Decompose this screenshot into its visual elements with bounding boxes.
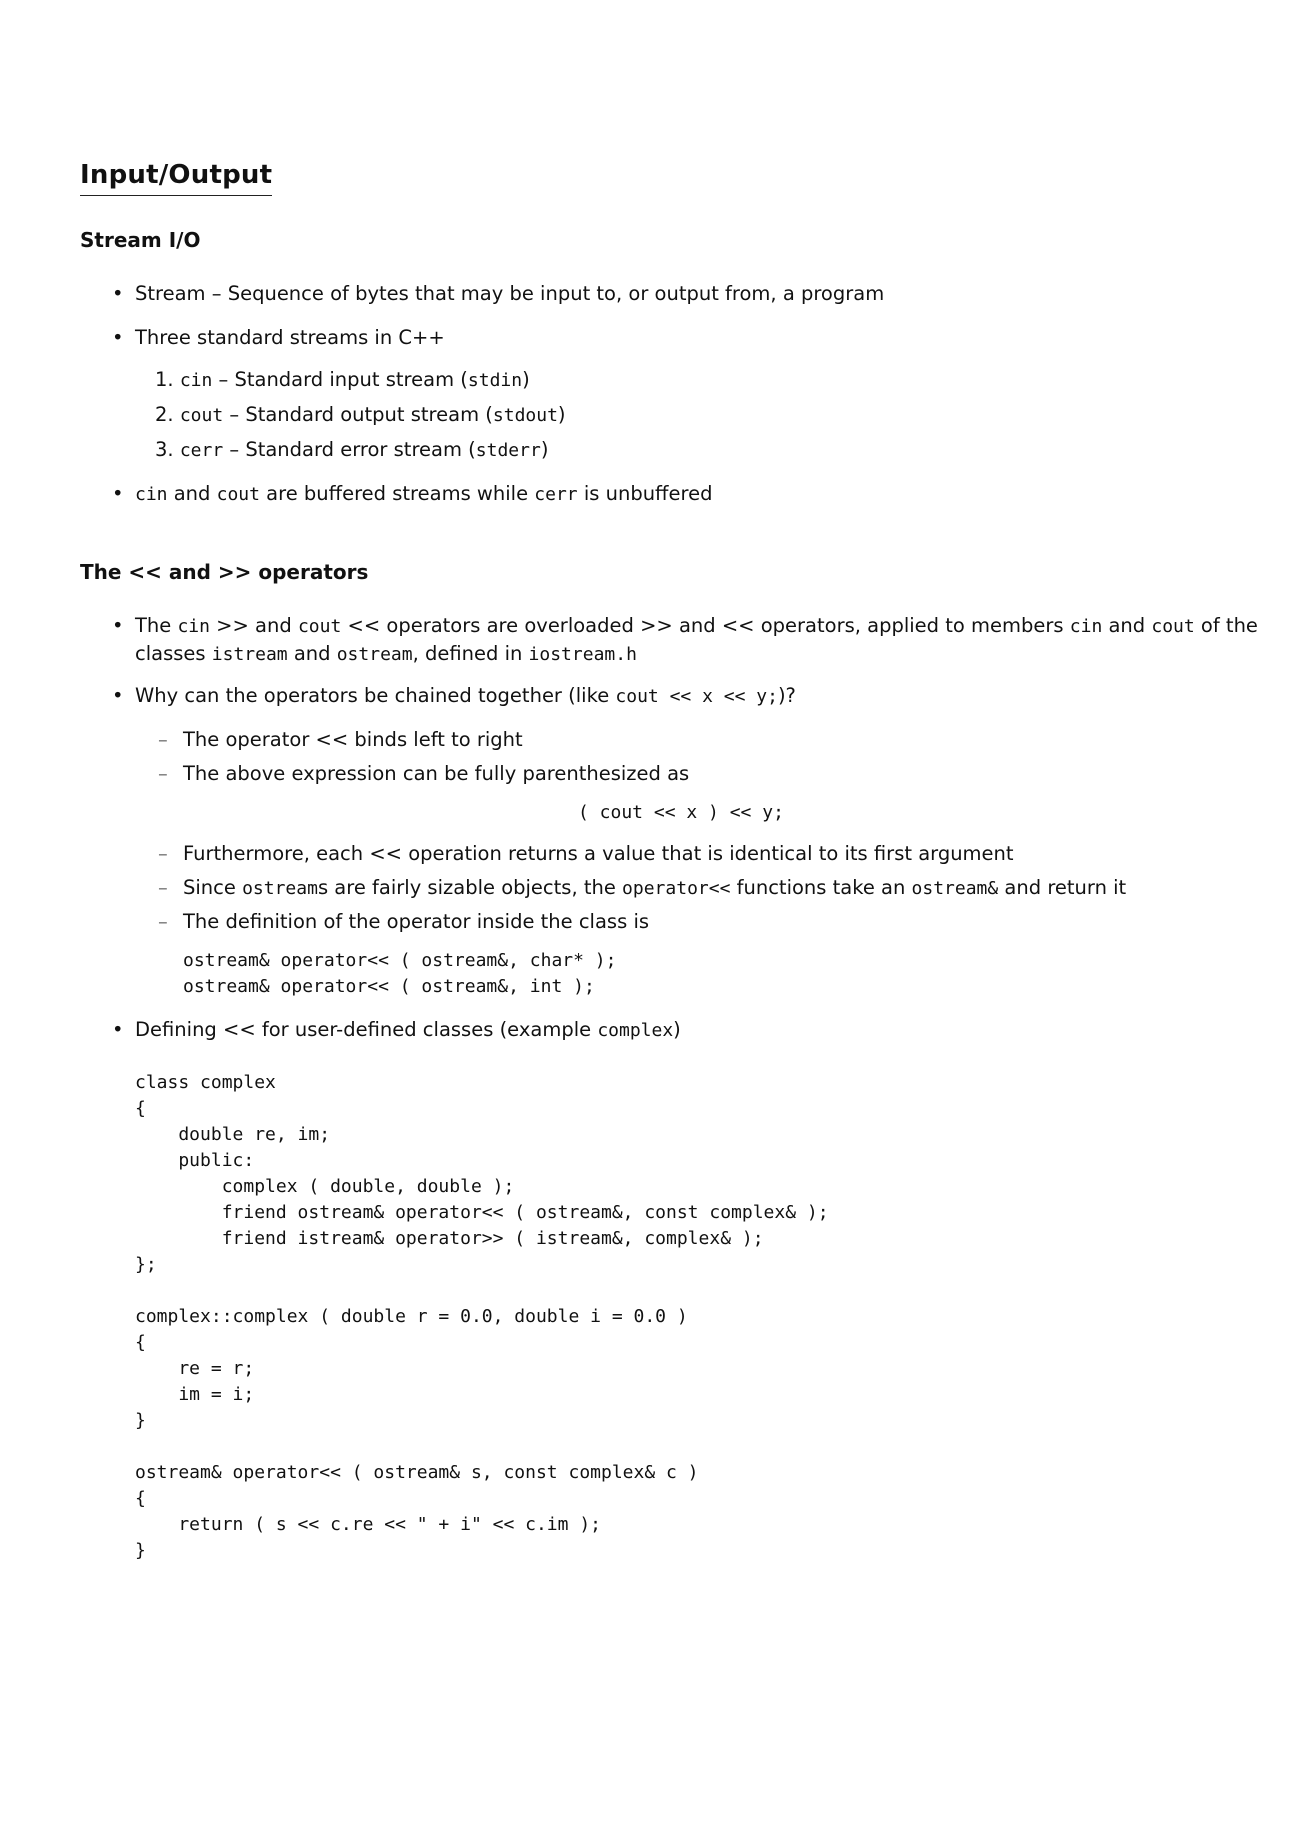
enum-text: – Standard output stream (	[223, 403, 493, 426]
bullet-chaining-question	[135, 682, 796, 711]
code-keyword: stdout	[492, 405, 558, 426]
code-keyword: cout	[216, 484, 260, 505]
code-keyword: ostream	[242, 878, 318, 899]
text-span: and	[287, 642, 337, 665]
code-keyword: cin	[177, 616, 210, 637]
code-keyword: cout << x << y;	[615, 686, 778, 707]
code-keyword: ostream	[336, 644, 413, 665]
subitem-sizable-objects	[183, 874, 1126, 903]
text-span: and return it	[998, 876, 1127, 899]
bullet-buffered-streams	[135, 480, 712, 509]
text-span: << operators are overloaded >> and << operators, applied to members	[341, 614, 1070, 637]
subitem-definition-inside-class: The definition of the operator inside the class is	[183, 910, 650, 933]
bullet-three-streams: Three standard streams in C++	[135, 326, 445, 349]
enum-number: 2.	[155, 403, 174, 426]
enum-item-cerr	[155, 436, 548, 465]
code-keyword: complex	[597, 1020, 674, 1041]
enum-text: – Standard error stream (	[223, 438, 476, 461]
bullet-marker: •	[112, 482, 124, 505]
subitem-parenthesized: The above expression can be fully parenthesized as	[183, 762, 690, 785]
code-keyword: cin	[179, 370, 213, 391]
text-span: of the	[1194, 614, 1258, 637]
text-span: s are fairly sizable objects, the	[317, 876, 623, 899]
bullet-stream-definition: Stream – Sequence of bytes that may be input to, or output from, a program	[135, 282, 885, 305]
code-keyword: cout	[179, 405, 224, 426]
code-keyword: ostream&	[911, 878, 999, 899]
bullet-overloaded-operators-line2	[135, 640, 637, 669]
subitem-binds-left-to-right: The operator << binds left to right	[183, 728, 523, 751]
text-span: and	[167, 482, 217, 505]
code-keyword: cout	[297, 616, 342, 637]
enum-text: )	[522, 368, 530, 391]
operator-declarations-code: ostream& operator<< ( ostream&, char* ); ostream& operator<< ( ostream&, int );	[183, 950, 617, 997]
code-keyword: stdin	[467, 370, 523, 391]
dash-marker: –	[158, 876, 168, 899]
code-keyword: cin	[135, 484, 168, 505]
enum-number: 1.	[155, 368, 174, 391]
bullet-user-defined-classes	[135, 1016, 681, 1045]
dash-marker: –	[158, 762, 168, 785]
section-heading-stream-io: Stream I/O	[80, 228, 201, 252]
code-keyword: stderr	[475, 440, 541, 461]
text-span: functions take an	[730, 876, 912, 899]
centered-expression: ( cout << x ) << y;	[578, 802, 784, 823]
text-span: classes	[135, 642, 212, 665]
text-span: , defined in	[412, 642, 529, 665]
enum-text: – Standard input stream (	[212, 368, 468, 391]
code-keyword: cerr	[534, 484, 578, 505]
bullet-marker: •	[112, 1018, 124, 1041]
subitem-returns-first-argument: Furthermore, each << operation returns a value that is identical to its first argument	[183, 842, 1014, 865]
enum-item-cout	[155, 401, 566, 430]
complex-class-code: class complex { double re, im; public: complex ( double, double ); friend ostream& operator<< ( ostream&, const complex& ); friend istream& operator>> ( istream&, complex& ); }; complex::complex ( double r = 0.0, double i = 0.0 ) { re = r; im = i; } ostream& operator<< ( ostream& s, const complex& c ) { return ( s << c.re << " + i" << c.im ); }	[135, 1072, 829, 1561]
text-span: )?	[777, 684, 796, 707]
dash-marker: –	[158, 842, 168, 865]
page-title: Input/Output	[80, 158, 272, 196]
enum-text: )	[540, 438, 549, 461]
text-span: Why can the operators be chained together (like	[135, 684, 616, 707]
code-keyword: cout	[1151, 616, 1195, 637]
code-keyword: operator<<	[622, 878, 731, 899]
text-span: Defining << for user-defined classes (example	[135, 1018, 598, 1041]
dash-marker: –	[158, 728, 168, 751]
code-keyword: istream	[211, 644, 288, 665]
code-keyword: cerr	[179, 440, 224, 461]
enum-item-cin	[155, 366, 530, 395]
text-span: )	[673, 1018, 681, 1041]
enum-number: 3.	[155, 438, 174, 461]
enum-text: )	[557, 403, 566, 426]
bullet-marker: •	[112, 684, 124, 707]
text-span: The	[135, 614, 178, 637]
code-keyword: iostream.h	[528, 644, 637, 665]
bullet-marker: •	[112, 326, 124, 349]
bullet-marker: •	[112, 614, 124, 637]
dash-marker: –	[158, 910, 168, 933]
bullet-marker: •	[112, 282, 124, 305]
text-span: and	[1102, 614, 1152, 637]
text-span: are buffered streams while	[259, 482, 535, 505]
section-heading-operators: The << and >> operators	[80, 560, 369, 584]
text-span: Since	[183, 876, 243, 899]
text-span: is unbuffered	[577, 482, 713, 505]
bullet-overloaded-operators-line1	[135, 612, 1258, 641]
code-keyword: cin	[1069, 616, 1103, 637]
text-span: >> and	[209, 614, 298, 637]
